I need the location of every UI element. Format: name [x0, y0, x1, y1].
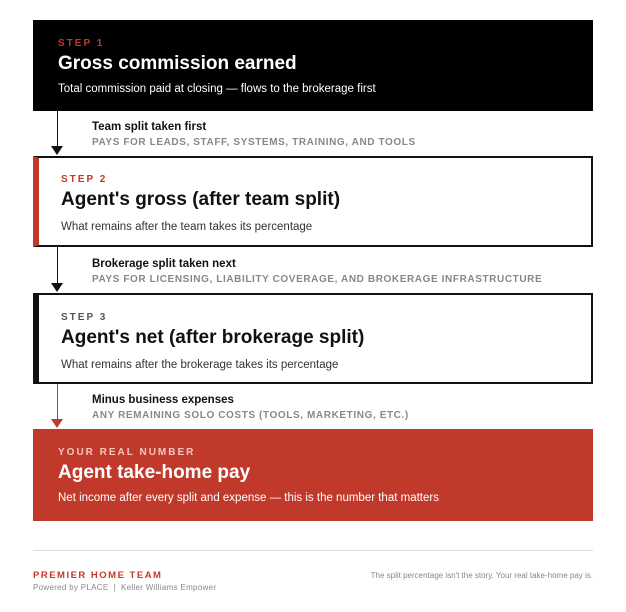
- step-3-label: STEP 3: [61, 312, 108, 323]
- take-home-label: YOUR REAL NUMBER: [58, 447, 196, 458]
- connector-line-1: [57, 111, 58, 147]
- connector-2-subtitle: PAYS FOR LICENSING, LIABILITY COVERAGE, AND BROKERAGE INFRASTRUCTURE: [92, 274, 543, 285]
- footer-brand: PREMIER HOME TEAM: [33, 570, 163, 581]
- connector-1-title: Team split taken first: [92, 121, 207, 133]
- step-2-label: STEP 2: [61, 174, 108, 185]
- footer-divider: [33, 550, 593, 551]
- arrow-down-icon: [51, 283, 63, 292]
- take-home-description: Net income after every split and expense — this is the number that matters: [58, 492, 439, 504]
- take-home-box: [33, 429, 593, 521]
- footer-powered-by: Powered by PLACE | Keller Williams Empower: [33, 583, 217, 592]
- connector-line-3: [57, 384, 58, 420]
- step-2-title: Agent's gross (after team split): [61, 189, 341, 210]
- step-1-label: STEP 1: [58, 38, 105, 49]
- arrow-down-icon: [51, 419, 63, 428]
- take-home-title: Agent take-home pay: [58, 462, 251, 483]
- connector-1-subtitle: PAYS FOR LEADS, STAFF, SYSTEMS, TRAINING, AND TOOLS: [92, 137, 416, 148]
- connector-3-title: Minus business expenses: [92, 394, 234, 406]
- connector-3-subtitle: ANY REMAINING SOLO COSTS (TOOLS, MARKETING, ETC.): [92, 410, 409, 421]
- footer-tagline: The split percentage isn't the story. Your real take-home pay is.: [370, 571, 593, 580]
- step-2-box: [33, 156, 593, 247]
- connector-2-text: [92, 258, 542, 285]
- connector-2-title: Brokerage split taken next: [92, 258, 236, 270]
- step-3-box: [33, 293, 593, 384]
- step-3-description: What remains after the brokerage takes its percentage: [61, 359, 339, 371]
- step-1-box: [33, 20, 593, 111]
- connector-1-text: [92, 121, 416, 148]
- step-1-description: Total commission paid at closing — flows to the brokerage first: [58, 83, 376, 95]
- step-1-title: Gross commission earned: [58, 53, 297, 74]
- step-3-title: Agent's net (after brokerage split): [61, 327, 365, 348]
- step-2-description: What remains after the team takes its percentage: [61, 221, 313, 233]
- connector-line-2: [57, 247, 58, 284]
- connector-3-text: [92, 394, 409, 421]
- arrow-down-icon: [51, 146, 63, 155]
